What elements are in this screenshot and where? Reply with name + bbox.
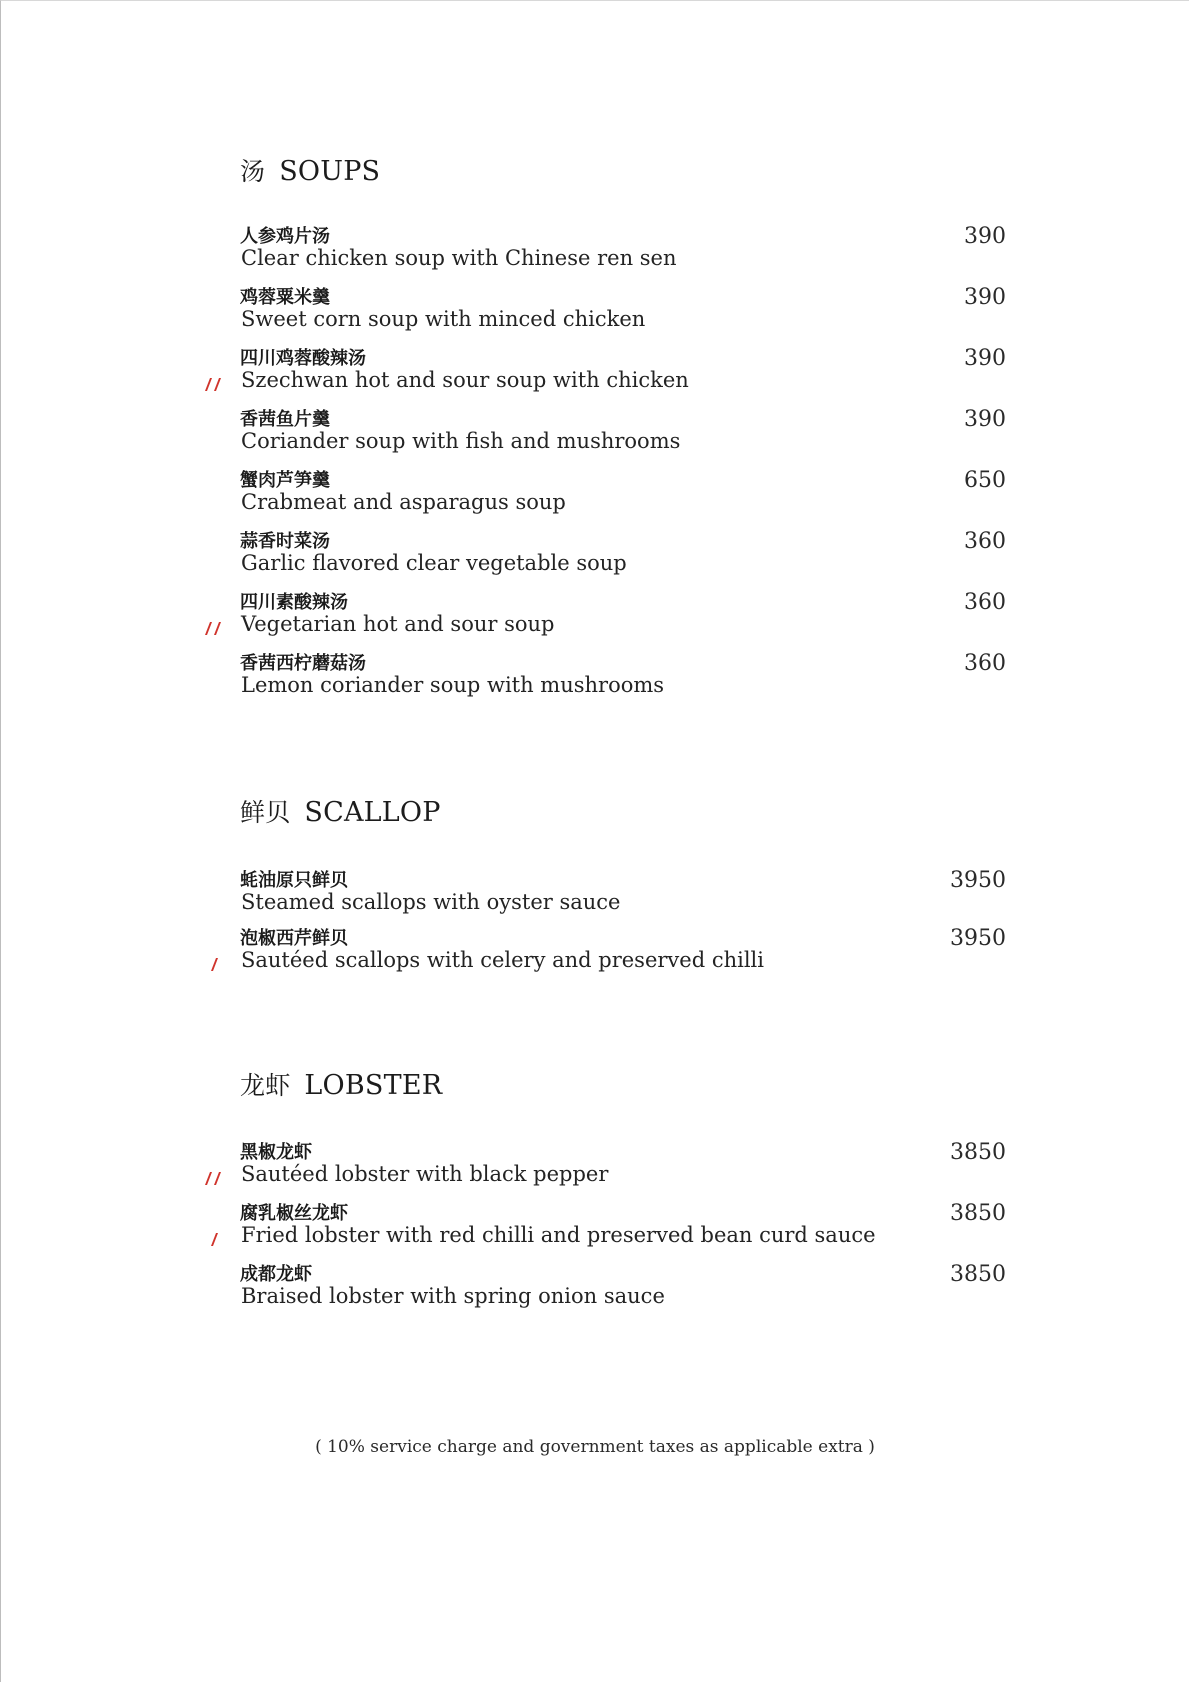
section-heading-en: SOUPS [279,156,381,187]
menu-item [0,1199,1190,1260]
chili-slash-icon [199,375,225,393]
dish-name-en: Sweet corn soup with minced chicken [241,307,646,331]
dish-price: 3850 [950,1262,1006,1287]
dish-price: 390 [964,346,1006,371]
menu-item [0,222,1190,283]
dish-name-en: Lemon coriander soup with mushrooms [241,673,665,697]
dish-name-en: Braised lobster with spring onion sauce [241,1284,665,1308]
dish-price: 390 [964,407,1006,432]
dish-name-en: Steamed scallops with oyster sauce [241,890,621,914]
menu-item [0,588,1190,649]
dish-name-en: Garlic flavored clear vegetable soup [241,551,627,575]
service-charge-note: ( 10% service charge and government taxes as applicable extra ) [315,1437,875,1457]
dish-name-zh: 四川素酸辣汤 [240,592,348,613]
menu-item [0,405,1190,466]
scallop-list [0,866,1190,982]
dish-name-en: Coriander soup with fish and mushrooms [241,429,681,453]
lobster-list [0,1138,1190,1321]
dish-name-zh: 腐乳椒丝龙虾 [240,1203,348,1224]
dish-name-en: Vegetarian hot and sour soup [241,612,555,636]
dish-name-zh: 成都龙虾 [240,1264,312,1285]
dish-name-zh: 黑椒龙虾 [240,1142,312,1163]
menu-item [0,866,1190,924]
section-heading-zh: 龙虾 [240,1071,291,1100]
dish-name-zh: 人参鸡片汤 [240,226,330,247]
dish-name-en: Sautéed lobster with black pepper [241,1162,609,1186]
menu-item [0,466,1190,527]
dish-name-zh: 泡椒西芹鲜贝 [240,928,348,949]
dish-price: 3850 [950,1140,1006,1165]
menu-item [0,1138,1190,1199]
menu-item [0,527,1190,588]
chili-slash-icon [199,619,225,637]
dish-price: 3850 [950,1201,1006,1226]
dish-name-en: Crabmeat and asparagus soup [241,490,566,514]
menu-item [0,1260,1190,1321]
dish-name-zh: 香茜鱼片羹 [240,409,330,430]
dish-price: 650 [964,468,1006,493]
section-heading [240,1066,442,1102]
menu-item [0,649,1190,710]
dish-price: 360 [964,529,1006,554]
dish-price: 390 [964,224,1006,249]
dish-name-zh: 蟹肉芦笋羹 [240,470,330,491]
section-heading-zh: 鲜贝 [240,798,291,827]
dish-name-zh: 蒜香时菜汤 [240,531,330,552]
menu-item [0,924,1190,982]
chili-slash-icon [206,1230,224,1248]
dish-price: 360 [964,651,1006,676]
dish-name-zh: 鸡蓉粟米羹 [240,287,330,308]
section-heading-en: SCALLOP [304,797,441,828]
section-heading-en: LOBSTER [304,1070,443,1101]
section-heading [240,152,380,188]
menu-item [0,283,1190,344]
chili-slash-icon [206,955,224,973]
menu-item [0,344,1190,405]
dish-price: 3950 [950,926,1006,951]
dish-price: 360 [964,590,1006,615]
section-heading [240,793,441,829]
dish-name-en: Szechwan hot and sour soup with chicken [241,368,689,392]
dish-name-en: Fried lobster with red chilli and preserved bean curd sauce [241,1223,876,1247]
dish-price: 390 [964,285,1006,310]
dish-name-zh: 蚝油原只鲜贝 [240,870,348,891]
dish-price: 3950 [950,868,1006,893]
chili-slash-icon [199,1169,225,1187]
dish-name-en: Sautéed scallops with celery and preserved chilli [241,948,764,972]
soups-list [0,222,1190,710]
dish-name-en: Clear chicken soup with Chinese ren sen [241,246,677,270]
section-heading-zh: 汤 [240,157,266,186]
dish-name-zh: 香茜西柠蘑菇汤 [240,653,366,674]
dish-name-zh: 四川鸡蓉酸辣汤 [240,348,366,369]
